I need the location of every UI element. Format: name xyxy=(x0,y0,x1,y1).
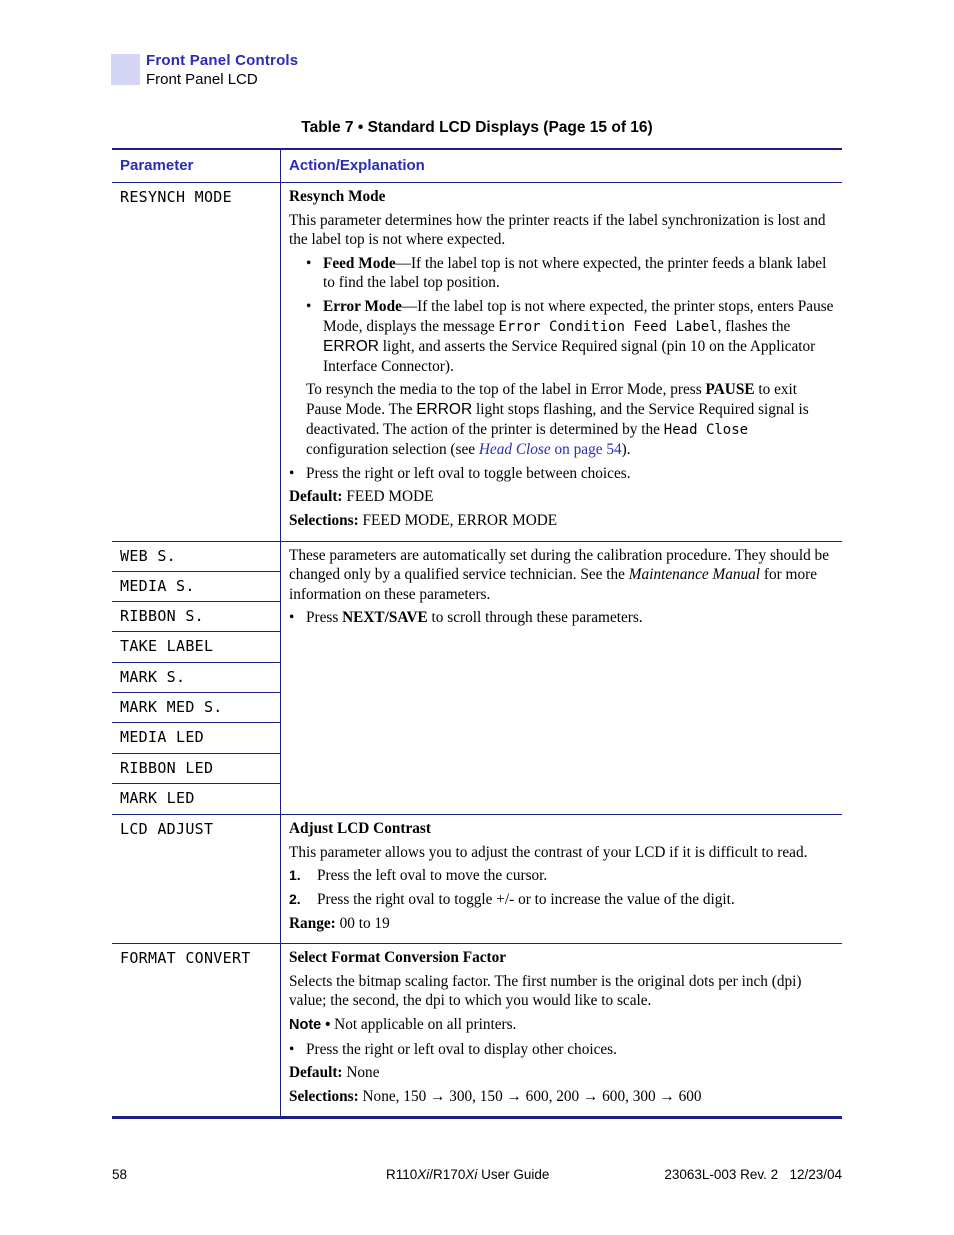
list-item: • Error Mode—If the label top is not where expected, the printer stops, enters Pause Mode, displays the message Error Condition Feed Label, flashes the ERROR light, and asserts the Service Required signal (pin 10 on the Applicator Interface Connector). xyxy=(289,297,834,376)
action-explanation xyxy=(280,542,842,815)
header-tab-marker xyxy=(111,54,140,85)
parameter-name: MARK LED xyxy=(120,788,195,807)
default-value: Default: None xyxy=(289,1064,380,1082)
parameter-name: LCD ADJUST xyxy=(120,820,214,839)
entry-title: Adjust LCD Contrast xyxy=(289,820,431,838)
entry-intro: This parameter determines how the printer reacts if the label synchronization is lost and the label top is not where expected. xyxy=(289,211,826,249)
parameter-name: MARK MED S. xyxy=(112,693,280,723)
resynch-note: To resynch the media to the top of the label in Error Mode, press PAUSE to exit Pause Mode. The ERROR light stops flashing, and the Service Required signal is deactivated. The action of the printer is determined by the Head Close configuration selection (see Head Close on page 54). xyxy=(306,381,809,459)
table-row-format-convert xyxy=(112,944,842,1116)
entry-intro: This parameter allows you to adjust the contrast of your LCD if it is difficult to read. xyxy=(289,843,808,861)
page-number: 58 xyxy=(112,1167,128,1182)
parameter-list xyxy=(112,542,280,815)
table-row-lcd-adjust xyxy=(112,815,842,944)
range-value: Range: 00 to 19 xyxy=(289,914,390,932)
head-close-link[interactable]: Head Close xyxy=(478,441,551,459)
parameter-name: MEDIA S. xyxy=(112,572,280,602)
action-explanation xyxy=(280,944,842,1116)
action-explanation xyxy=(280,815,842,943)
document-number: 23063L-003 Rev. 2 12/23/04 xyxy=(664,1167,842,1182)
list-item: • Feed Mode—If the label top is not where expected, the printer feeds a blank label to find the label top position. xyxy=(289,254,834,293)
column-header-action: Action/Explanation xyxy=(280,150,842,182)
list-item: • Press the right or left oval to display other choices. xyxy=(289,1040,834,1060)
entry-title: Resynch Mode xyxy=(289,188,386,205)
parameter-name: WEB S. xyxy=(112,542,280,572)
parameter-name: RIBBON LED xyxy=(112,754,280,784)
selections-value: Selections: None, 150 → 300, 150 → 600, 200 → 600, 300 → 600 xyxy=(289,1087,702,1105)
default-value: Default: FEED MODE xyxy=(289,488,434,506)
page-link[interactable]: on page 54 xyxy=(550,441,622,459)
parameter-name: TAKE LABEL xyxy=(112,632,280,662)
list-item: • Press NEXT/SAVE to scroll through these parameters. xyxy=(289,608,834,628)
guide-title: R110Xi/R170Xi User Guide xyxy=(386,1167,550,1182)
parameter-name: MARK S. xyxy=(112,663,280,693)
column-header-parameter: Parameter xyxy=(120,157,194,174)
selections-value: Selections: FEED MODE, ERROR MODE xyxy=(289,511,558,529)
action-explanation xyxy=(280,183,842,541)
list-item: • Press the right or left oval to toggle between choices. xyxy=(289,464,834,484)
parameter-name: RESYNCH MODE xyxy=(120,188,232,206)
parameter-name: FORMAT CONVERT xyxy=(120,949,251,968)
entry-intro: Selects the bitmap scaling factor. The first number is the original dots per inch (dpi) value; the second, the dpi to which you would like to scale. xyxy=(289,972,802,1010)
step-item: 2. Press the right oval to toggle +/- or to increase the value of the digit. xyxy=(289,890,735,908)
table-row-resynch-mode xyxy=(112,183,842,542)
step-item: 1. Press the left oval to move the cursor. xyxy=(289,867,548,885)
table-row-calibration xyxy=(112,542,842,816)
entry-title: Select Format Conversion Factor xyxy=(289,949,507,967)
table-header-row xyxy=(112,150,842,183)
table-title: Table 7 • Standard LCD Displays (Page 15 of 16) xyxy=(301,119,653,136)
lcd-displays-table xyxy=(112,148,842,1119)
header-section-title: Front Panel Controls xyxy=(146,52,299,69)
entry-intro: These parameters are automatically set during the calibration procedure. They should be changed only by a qualified service technician. See the Maintenance Manual for more information on these parameters. xyxy=(289,546,829,603)
parameter-name: RIBBON S. xyxy=(112,602,280,632)
note: Note • Not applicable on all printers. xyxy=(289,1015,517,1033)
header-subsection-title: Front Panel LCD xyxy=(146,71,258,88)
parameter-name: MEDIA LED xyxy=(112,723,280,753)
